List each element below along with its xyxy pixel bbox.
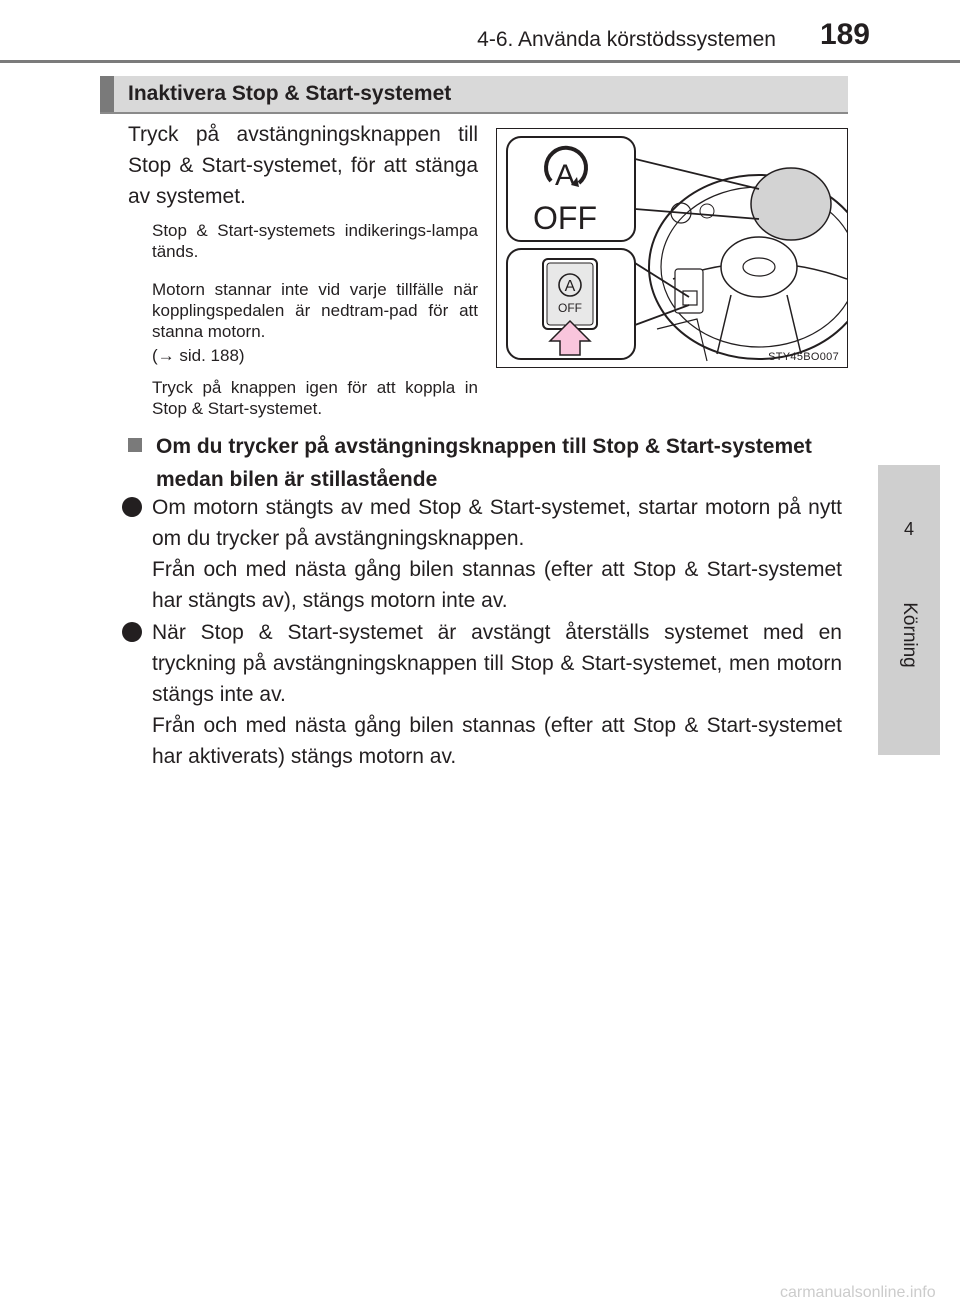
chapter-number: 4	[903, 519, 914, 539]
square-bullet-icon	[128, 438, 142, 452]
bullet-text: Om motorn stängts av med Stop & Start-systemet, startar motorn på nytt om du trycker på avstängningsknappen.	[152, 496, 842, 550]
round-bullet-icon	[122, 622, 142, 642]
indicator-off-label: OFF	[533, 200, 597, 236]
header-divider	[0, 60, 960, 63]
bullet-item-restart	[152, 492, 842, 616]
chapter-label: Körning	[899, 602, 920, 668]
section-heading	[100, 76, 848, 114]
page-number: 189	[819, 18, 870, 51]
chapter-side-tab[interactable]	[878, 465, 940, 755]
subsection-title: Om du trycker på avstängningsknappen till Stop & Start-systemet medan bilen är stillastående	[156, 435, 812, 491]
button-off-label: OFF	[558, 301, 582, 315]
watermark-link[interactable]: carmanualsonline.info	[780, 1284, 936, 1301]
bullet-item-reset	[152, 617, 842, 772]
bullet-text: Från och med nästa gång bilen stannas (efter att Stop & Start-systemet har stängts av), stängs motorn inte av.	[152, 558, 842, 612]
bullet-text: Från och med nästa gång bilen stannas (efter att Stop & Start-systemet har aktiverats) stängs motorn av.	[152, 714, 842, 768]
bullet-text: När Stop & Start-systemet är avstängt återställs systemet med en tryckning på avstängningsknappen till Stop & Start-systemet, men motorn stängs inte av.	[152, 621, 842, 706]
round-bullet-icon	[122, 497, 142, 517]
note-reenable: Tryck på knappen igen för att koppla in Stop & Start-systemet.	[152, 378, 478, 418]
note-indicator: Stop & Start-systemets indikerings-lampa tänds.	[152, 221, 478, 261]
button-letter: A	[564, 278, 576, 295]
running-header: 4-6. Använda körstödssystemen	[477, 28, 776, 51]
dashboard-drawing	[497, 129, 848, 368]
dashboard-illustration	[496, 128, 848, 368]
figure-code: STY45BO007	[768, 351, 839, 363]
section-heading-bar	[100, 76, 114, 112]
indicator-letter: A	[554, 159, 576, 192]
intro-paragraph: Tryck på avstängningsknappen till Stop & Start-systemet, för att stänga av systemet.	[128, 123, 478, 208]
subsection-heading	[128, 430, 848, 496]
section-title: Inaktivera Stop & Start-systemet	[128, 82, 452, 105]
note-page-ref: (→ sid. 188)	[152, 346, 245, 365]
note-clutch: Motorn stannar inte vid varje tillfälle när kopplingspedalen är nedtram-pad för att stanna motorn.	[152, 280, 478, 341]
